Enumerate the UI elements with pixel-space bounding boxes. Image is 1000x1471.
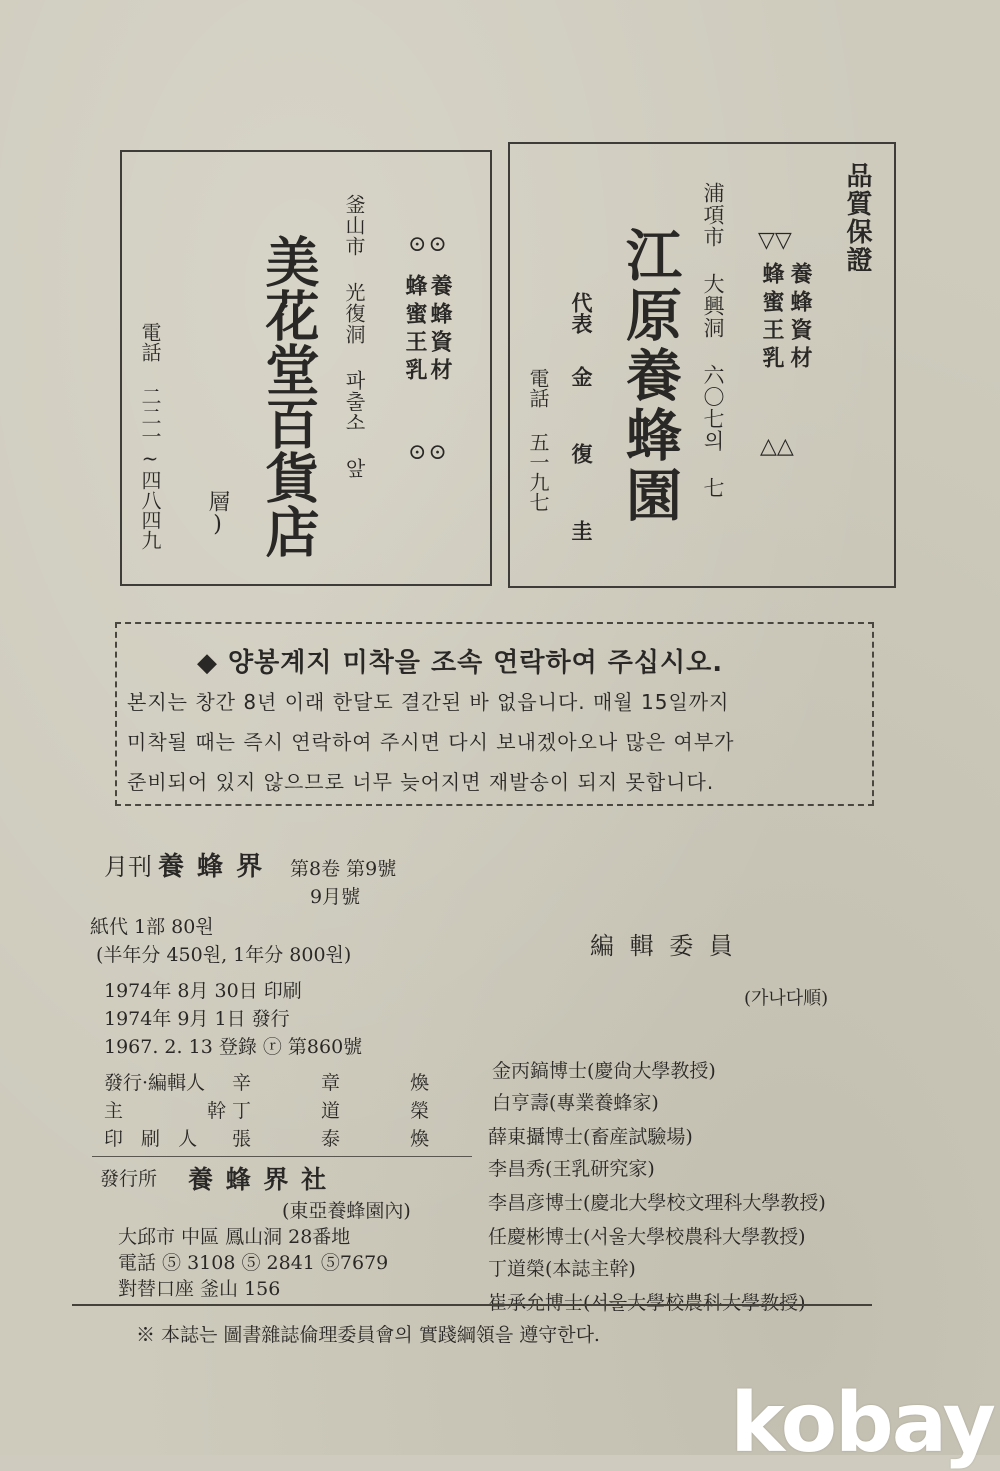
editorial-member: 任慶彬博士(서울大學校農科大學教授)	[488, 1226, 806, 1248]
footer-rule	[72, 1304, 872, 1306]
notice-line: 미착될 때는 즉시 연락하여 주시면 다시 보내겠아오나 많은 여부가	[127, 730, 735, 754]
staff-name: 辛 章 煥	[232, 1072, 430, 1094]
ad-mihwadang	[120, 150, 492, 586]
ad-right-product-col-right: 養蜂資材	[787, 262, 812, 374]
staff-name: 張 泰 煥	[232, 1128, 430, 1150]
ad-gangwon-apiary	[508, 142, 896, 588]
ad-right-apiary-name: 江原養蜂園	[617, 226, 683, 526]
colophon-volume: 第8卷 第9號	[290, 858, 397, 880]
ad-left-floor: 層)	[205, 490, 230, 537]
ad-left-store-name: 美花堂百貨店	[257, 234, 321, 558]
ad-right-badge: 品質保證	[842, 162, 872, 274]
notice-box	[115, 622, 874, 806]
ad-right-rep-name: 金 復 圭	[569, 366, 593, 557]
editorial-member: 崔承允博士(서울大學校農科大學教授)	[488, 1292, 806, 1314]
colophon-registration: 1967. 2. 13 登錄 ⓡ 第860號	[104, 1036, 363, 1058]
publisher-name: 養 蜂 界 社	[188, 1165, 329, 1194]
staff-role: 發行·編輯人	[104, 1072, 206, 1094]
staff-role: 主 幹	[104, 1100, 227, 1122]
colophon-monthly: 月刊	[104, 853, 152, 881]
publisher-account: 對替口座 釜山 156	[118, 1278, 281, 1300]
ad-right-marks-bottom: △△	[760, 434, 794, 459]
colophon-publish-date: 1974年 9月 1日 發行	[104, 1008, 290, 1030]
watermark-logo: kobay	[730, 1376, 994, 1471]
notice-title: ◆ 양봉계지 미착을 조속 연락하여 주십시오.	[197, 648, 724, 678]
editorial-member: 薛東攝博士(畜産試驗場)	[488, 1126, 693, 1148]
editorial-member: 金丙鎬博士(慶尙大學教授)	[492, 1060, 716, 1082]
notice-line: 본지는 창간 8년 이래 한달도 결간된 바 없읍니다. 매월 15일까지	[127, 690, 730, 714]
ad-left-marks-top: ⊙⊙	[408, 232, 449, 257]
ad-right-rep-label: 代表	[569, 292, 593, 334]
notice-line: 준비되어 있지 않으므로 너무 늦어지면 재발송이 되지 못합니다.	[127, 770, 715, 794]
publisher-phones: 電話 ⑤ 3108 ⑤ 2841 ⑤7679	[118, 1252, 389, 1274]
staff-role: 印 刷 人	[104, 1128, 198, 1150]
ad-left-phone: 電話 二二一~四八四九	[138, 322, 162, 550]
ad-right-address: 浦項市 大興洞 六〇七의 七	[701, 182, 725, 499]
staff-name: 丁 道 榮	[232, 1100, 430, 1122]
editorial-member: 李昌彦博士(慶北大學校文理科大學教授)	[488, 1192, 826, 1214]
ad-right-phone: 電話 五一九七	[526, 368, 550, 512]
editorial-heading: 編 輯 委 員	[590, 932, 737, 960]
publisher-sub: (東亞養蜂園內)	[282, 1200, 411, 1222]
ad-right-product-col-left: 蜂蜜王乳	[759, 262, 784, 374]
colophon-divider	[92, 1156, 472, 1157]
footer-note: ※ 本誌는 圖書雜誌倫理委員會의 實踐綱領을 遵守한다.	[136, 1324, 600, 1346]
colophon-title: 養 蜂 界	[158, 852, 265, 882]
colophon-month-issue: 9月號	[310, 886, 361, 908]
editorial-member: 李昌秀(王乳研究家)	[488, 1158, 655, 1180]
colophon-price-detail: (半年分 450원, 1年分 800원)	[96, 944, 352, 966]
publisher-label: 發行所	[100, 1168, 158, 1190]
editorial-member: 白亨壽(專業養蜂家)	[492, 1092, 659, 1114]
editorial-order-note: (가나다順)	[744, 988, 829, 1009]
ad-left-marks-bottom: ⊙⊙	[408, 440, 449, 465]
editorial-member: 丁道榮(本誌主幹)	[488, 1258, 636, 1280]
colophon-price: 紙代 1部 80원	[90, 916, 214, 938]
ad-right-marks-top: ▽▽	[758, 228, 792, 253]
ad-left-address: 釜山市 光復洞 파출소 앞	[342, 194, 366, 479]
ad-left-product-col-left: 蜂蜜王乳	[402, 274, 427, 386]
publisher-address: 大邱市 中區 鳳山洞 28番地	[118, 1226, 351, 1248]
ad-left-product-col-right: 養蜂資材	[427, 274, 452, 386]
colophon-print-date: 1974年 8月 30日 印刷	[104, 980, 302, 1002]
